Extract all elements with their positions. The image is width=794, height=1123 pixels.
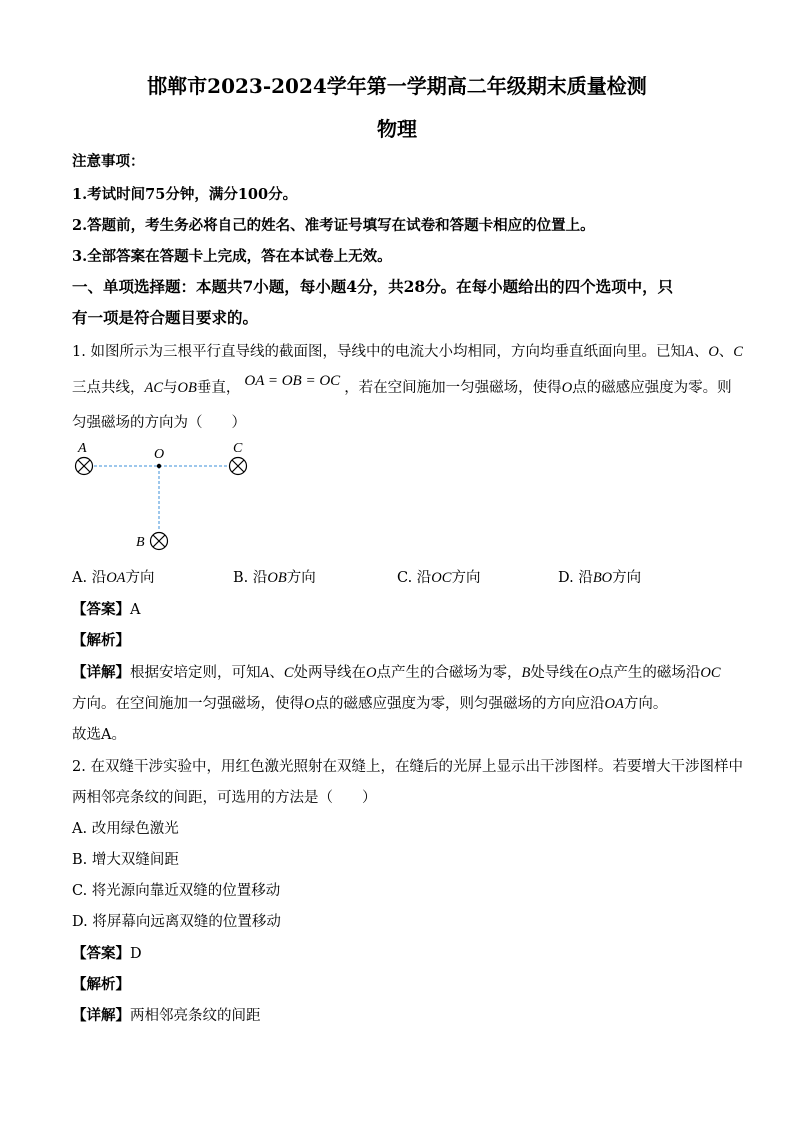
q1-stem-text: 垂直， bbox=[196, 380, 241, 396]
section-heading-line1: 一、单项选择题：本题共7小题，每小题4分，共28分。在每小题给出的四个选项中，只 bbox=[72, 277, 674, 296]
option-key: D. bbox=[558, 570, 574, 586]
q1-stem-line1 bbox=[72, 340, 743, 361]
q2-option-a[interactable]: A. 改用绿色激光 bbox=[72, 821, 179, 837]
q1-var: OB bbox=[177, 380, 197, 396]
option-text: 方向 bbox=[286, 570, 316, 586]
q1-answer bbox=[72, 598, 140, 619]
wire-a-cross-icon bbox=[76, 458, 93, 475]
detail-text: 根据安培定则，可知 bbox=[130, 665, 261, 681]
detail-var: C bbox=[283, 665, 294, 681]
note-item-2: 2.答题前，考生务必将自己的姓名、准考证号填写在试卷和答题卡相应的位置上。 bbox=[72, 217, 595, 234]
detail-var: OA bbox=[604, 696, 624, 712]
q1-stem-text: 点的磁感应强度为零。则 bbox=[572, 380, 732, 396]
q1-detail-line2 bbox=[72, 692, 667, 713]
option-key: A. bbox=[72, 570, 88, 586]
q1-option-c[interactable] bbox=[397, 566, 480, 587]
q1-stem-text: 1. 如图所示为三根平行直导线的截面图，导线中的电流大小均相同，方向均垂直纸面向里。已知 bbox=[72, 344, 685, 360]
q2-stem-line2: 两相邻亮条纹的间距，可选用的方法是（ ） bbox=[72, 790, 377, 806]
detail-tag: 【详解】 bbox=[72, 664, 130, 681]
wire-c-cross-icon bbox=[230, 458, 247, 475]
q2-option-c[interactable]: C. 将光源向靠近双缝的位置移动 bbox=[72, 883, 281, 899]
q1-stem-text: 、 bbox=[718, 344, 734, 360]
q2-detail bbox=[72, 1004, 261, 1025]
option-text: 沿 bbox=[252, 570, 268, 586]
q1-analysis-tag: 【解析】 bbox=[72, 632, 130, 649]
label-b: B bbox=[136, 535, 145, 550]
answer-value: D bbox=[130, 946, 142, 962]
option-text: 方向 bbox=[451, 570, 481, 586]
q1-stem-line3: 匀强磁场的方向为（ ） bbox=[72, 415, 246, 431]
q1-var: AC bbox=[144, 380, 164, 396]
q1-wire-diagram bbox=[66, 436, 266, 558]
option-var: OC bbox=[431, 570, 452, 586]
q2-answer bbox=[72, 942, 142, 963]
notes-heading: 注意事项： bbox=[72, 153, 145, 170]
q1-stem-text: 三点共线， bbox=[72, 380, 145, 396]
option-text: 方向 bbox=[125, 570, 155, 586]
q1-stem-text: ，若在空间施加一匀强磁场，使得 bbox=[344, 380, 562, 396]
option-key: C. bbox=[397, 570, 413, 586]
detail-var: O bbox=[304, 696, 315, 712]
q1-stem-line2 bbox=[72, 373, 732, 397]
q1-conclusion: 故选A。 bbox=[72, 727, 126, 743]
label-o: O bbox=[154, 447, 165, 462]
q2-analysis-tag: 【解析】 bbox=[72, 976, 130, 993]
detail-var: B bbox=[521, 665, 531, 681]
q1-var: O bbox=[561, 380, 573, 396]
detail-var: OC bbox=[700, 665, 721, 681]
label-c: C bbox=[233, 441, 243, 456]
q1-stem-text: 与 bbox=[163, 380, 178, 396]
detail-text: 点产生的合磁场为零， bbox=[376, 665, 522, 681]
option-var: BO bbox=[592, 570, 613, 586]
section-heading-line2: 有一项是符合题目要求的。 bbox=[72, 308, 259, 327]
option-text: 方向 bbox=[612, 570, 642, 586]
detail-text: 点产生的磁场沿 bbox=[598, 665, 701, 681]
detail-text: 处两导线在 bbox=[293, 665, 367, 681]
detail-text: 方向。 bbox=[623, 696, 668, 712]
q2-stem-line1: 2. 在双缝干涉实验中，用红色激光照射在双缝上，在缝后的光屏上显示出干涉图样。若要增大干涉图样中 bbox=[72, 759, 743, 775]
note-item-3: 3.全部答案在答题卡上完成，答在本试卷上无效。 bbox=[72, 248, 392, 265]
detail-var: A bbox=[260, 665, 270, 681]
label-a: A bbox=[78, 441, 87, 456]
q2-option-b[interactable]: B. 增大双缝间距 bbox=[72, 852, 179, 868]
q1-detail-line1 bbox=[72, 661, 721, 682]
detail-tag: 【详解】 bbox=[72, 1007, 130, 1024]
point-o-dot bbox=[157, 464, 161, 468]
q1-var: O bbox=[708, 344, 719, 360]
q1-formula: OA = OB = OC bbox=[244, 373, 341, 389]
option-text: 沿 bbox=[578, 570, 593, 586]
q1-var: A bbox=[684, 344, 694, 360]
q2-option-d[interactable]: D. 将屏幕向远离双缝的位置移动 bbox=[72, 914, 281, 930]
note-item-1: 1.考试时间75分钟，满分100分。 bbox=[72, 186, 298, 203]
detail-text: 处导线在 bbox=[530, 665, 589, 681]
q1-var: C bbox=[733, 344, 743, 360]
answer-tag: 【答案】 bbox=[72, 945, 130, 962]
option-key: B. bbox=[233, 570, 249, 586]
detail-var: O bbox=[366, 665, 377, 681]
q1-option-a[interactable] bbox=[72, 566, 155, 587]
exam-title: 邯郸市2023-2024学年第一学期高二年级期末质量检测 bbox=[147, 74, 647, 98]
answer-tag: 【答案】 bbox=[72, 601, 130, 618]
detail-text: 、 bbox=[269, 665, 284, 681]
detail-text: 方向。在空间施加一匀强磁场，使得 bbox=[72, 696, 304, 712]
option-var: OB bbox=[267, 570, 287, 586]
wire-b-cross-icon bbox=[151, 533, 168, 550]
option-text: 沿 bbox=[416, 570, 432, 586]
q1-stem-text: 、 bbox=[693, 344, 709, 360]
q1-option-b[interactable] bbox=[233, 566, 316, 587]
detail-text: 两相邻亮条纹的间距 bbox=[130, 1008, 261, 1024]
detail-text: 点的磁感应强度为零，则匀强磁场的方向应沿 bbox=[314, 696, 605, 712]
detail-var: O bbox=[588, 665, 599, 681]
subject-title: 物理 bbox=[377, 117, 417, 141]
option-var: OA bbox=[106, 570, 126, 586]
answer-value: A bbox=[130, 602, 141, 618]
q1-option-d[interactable] bbox=[558, 566, 641, 587]
option-text: 沿 bbox=[91, 570, 107, 586]
